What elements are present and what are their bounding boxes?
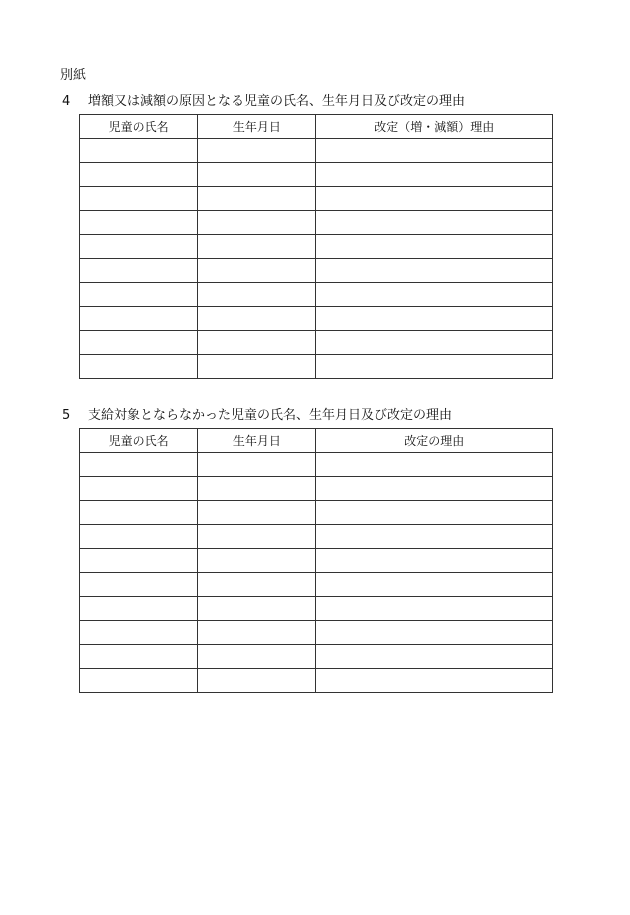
table-row	[80, 331, 553, 355]
table-row	[80, 549, 553, 573]
section-4-title	[62, 94, 465, 110]
table-row	[80, 645, 553, 669]
section-title-text: 支給対象とならなかった児童の氏名、生年月日及び改定の理由	[88, 408, 453, 423]
table-row	[80, 307, 553, 331]
section-5-table	[79, 428, 553, 693]
revision-reason-cell[interactable]	[316, 621, 553, 645]
table-row	[80, 573, 553, 597]
birth-date-cell[interactable]	[198, 525, 316, 549]
table-row	[80, 259, 553, 283]
revision-reason-cell[interactable]	[316, 453, 553, 477]
revision-reason-cell[interactable]	[316, 477, 553, 501]
table-row	[80, 477, 553, 501]
header-child-name: 児童の氏名	[80, 115, 198, 139]
header-revision-reason: 改定の理由	[316, 429, 553, 453]
revision-reason-cell[interactable]	[316, 331, 553, 355]
child-name-cell[interactable]	[80, 307, 198, 331]
revision-reason-cell[interactable]	[316, 355, 553, 379]
revision-reason-cell[interactable]	[316, 549, 553, 573]
section-title-text: 増額又は減額の原因となる児童の氏名、生年月日及び改定の理由	[88, 94, 466, 109]
revision-reason-cell[interactable]	[316, 307, 553, 331]
birth-date-cell[interactable]	[198, 187, 316, 211]
annex-label: 別紙	[60, 68, 87, 83]
birth-date-cell[interactable]	[198, 597, 316, 621]
revision-reason-cell[interactable]	[316, 525, 553, 549]
birth-date-cell[interactable]	[198, 259, 316, 283]
table-header-row	[80, 115, 553, 139]
child-name-cell[interactable]	[80, 477, 198, 501]
revision-reason-cell[interactable]	[316, 187, 553, 211]
child-name-cell[interactable]	[80, 453, 198, 477]
child-name-cell[interactable]	[80, 549, 198, 573]
revision-reason-cell[interactable]	[316, 669, 553, 693]
child-name-cell[interactable]	[80, 163, 198, 187]
child-name-cell[interactable]	[80, 669, 198, 693]
section-number: 4	[62, 94, 71, 109]
revision-reason-cell[interactable]	[316, 259, 553, 283]
revision-reason-cell[interactable]	[316, 597, 553, 621]
birth-date-cell[interactable]	[198, 549, 316, 573]
table-row	[80, 235, 553, 259]
section-number: 5	[62, 408, 71, 423]
child-name-cell[interactable]	[80, 355, 198, 379]
revision-reason-cell[interactable]	[316, 139, 553, 163]
table-row	[80, 139, 553, 163]
child-name-cell[interactable]	[80, 235, 198, 259]
revision-reason-cell[interactable]	[316, 645, 553, 669]
section-5-title	[62, 408, 452, 424]
birth-date-cell[interactable]	[198, 355, 316, 379]
revision-reason-cell[interactable]	[316, 163, 553, 187]
child-name-cell[interactable]	[80, 187, 198, 211]
header-child-name: 児童の氏名	[80, 429, 198, 453]
revision-reason-cell[interactable]	[316, 235, 553, 259]
birth-date-cell[interactable]	[198, 501, 316, 525]
birth-date-cell[interactable]	[198, 669, 316, 693]
section-4-table	[79, 114, 553, 379]
header-birth-date: 生年月日	[198, 429, 316, 453]
revision-reason-cell[interactable]	[316, 283, 553, 307]
birth-date-cell[interactable]	[198, 307, 316, 331]
table-row	[80, 621, 553, 645]
header-birth-date: 生年月日	[198, 115, 316, 139]
birth-date-cell[interactable]	[198, 331, 316, 355]
birth-date-cell[interactable]	[198, 621, 316, 645]
birth-date-cell[interactable]	[198, 453, 316, 477]
table-row	[80, 453, 553, 477]
table-row	[80, 525, 553, 549]
child-name-cell[interactable]	[80, 211, 198, 235]
child-name-cell[interactable]	[80, 597, 198, 621]
table-row	[80, 163, 553, 187]
table-row	[80, 669, 553, 693]
header-revision-reason: 改定（増・減額）理由	[316, 115, 553, 139]
birth-date-cell[interactable]	[198, 235, 316, 259]
table-row	[80, 501, 553, 525]
child-name-cell[interactable]	[80, 259, 198, 283]
child-name-cell[interactable]	[80, 525, 198, 549]
table-header-row	[80, 429, 553, 453]
revision-reason-cell[interactable]	[316, 501, 553, 525]
birth-date-cell[interactable]	[198, 645, 316, 669]
revision-reason-cell[interactable]	[316, 573, 553, 597]
revision-reason-cell[interactable]	[316, 211, 553, 235]
table-row	[80, 187, 553, 211]
table-row	[80, 355, 553, 379]
child-name-cell[interactable]	[80, 573, 198, 597]
child-name-cell[interactable]	[80, 331, 198, 355]
birth-date-cell[interactable]	[198, 139, 316, 163]
table-row	[80, 597, 553, 621]
child-name-cell[interactable]	[80, 139, 198, 163]
table-row	[80, 211, 553, 235]
birth-date-cell[interactable]	[198, 573, 316, 597]
child-name-cell[interactable]	[80, 501, 198, 525]
birth-date-cell[interactable]	[198, 211, 316, 235]
child-name-cell[interactable]	[80, 645, 198, 669]
child-name-cell[interactable]	[80, 283, 198, 307]
birth-date-cell[interactable]	[198, 477, 316, 501]
table-row	[80, 283, 553, 307]
child-name-cell[interactable]	[80, 621, 198, 645]
birth-date-cell[interactable]	[198, 283, 316, 307]
birth-date-cell[interactable]	[198, 163, 316, 187]
